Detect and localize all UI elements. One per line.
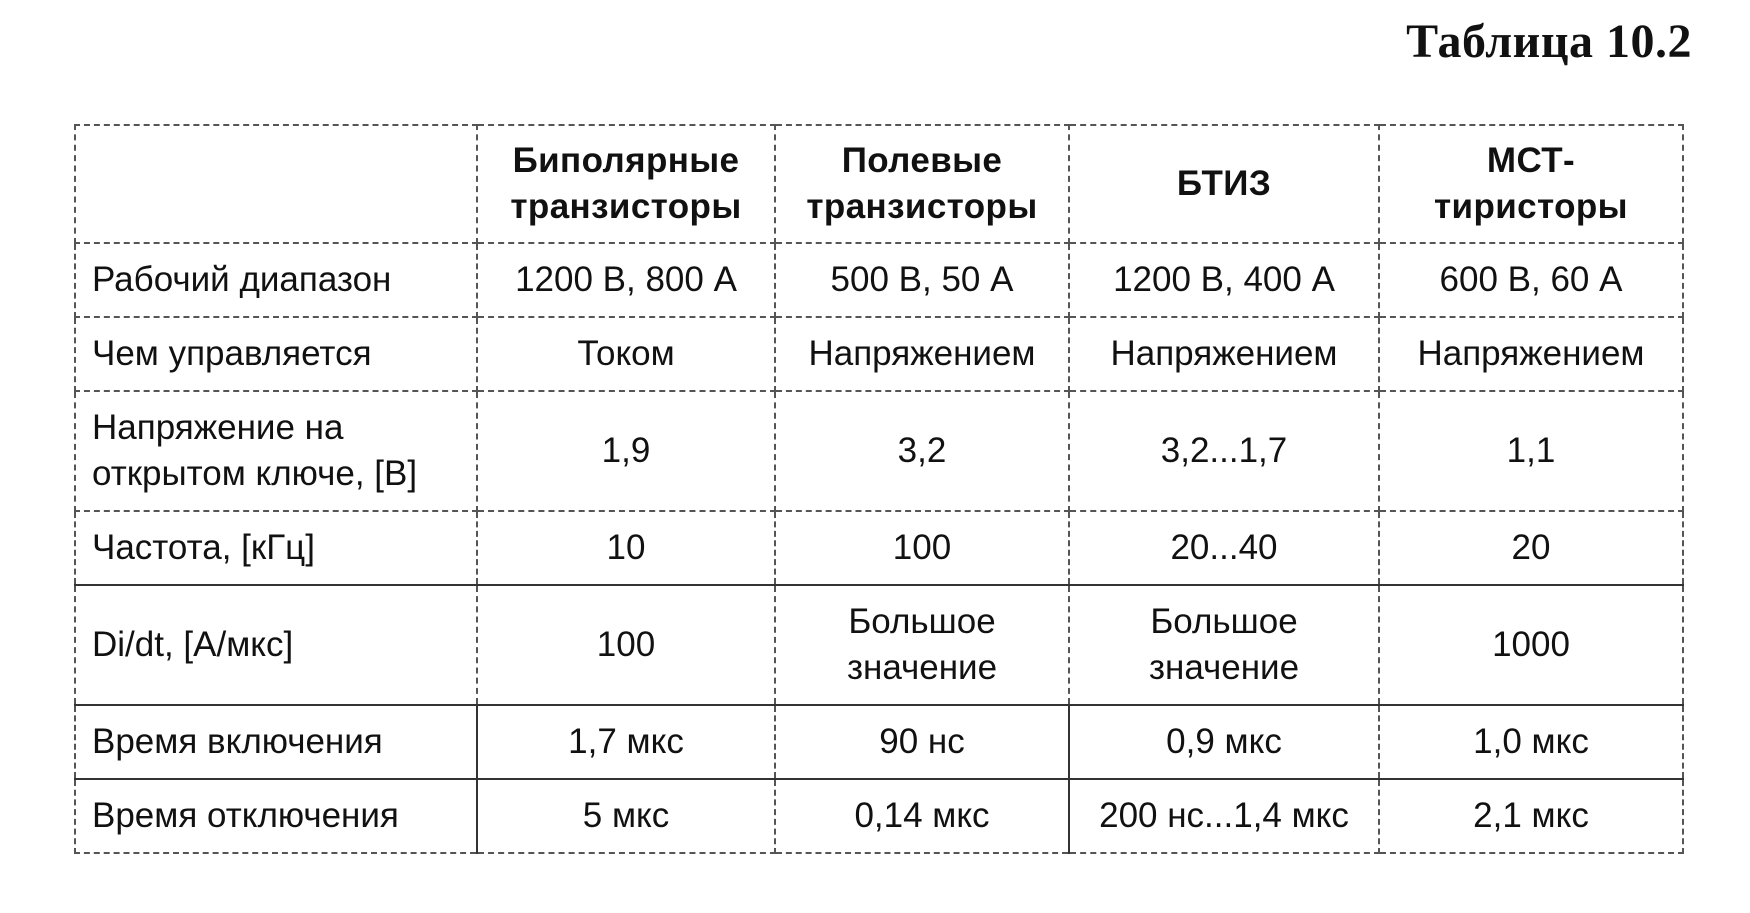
table-cell: 20...40 (1069, 511, 1379, 585)
header-row (75, 125, 1683, 243)
table-cell: 3,2...1,7 (1069, 391, 1379, 511)
table-cell: 600 В, 60 А (1379, 243, 1683, 317)
table-cell: 1200 В, 800 А (477, 243, 775, 317)
table-cell: 1,9 (477, 391, 775, 511)
row-label: Время отключения (75, 779, 477, 853)
table-cell: 100 (775, 511, 1069, 585)
table-cell: 1,1 (1379, 391, 1683, 511)
table-cell: Током (477, 317, 775, 391)
table-row-turn-on-time (75, 705, 1683, 779)
table-cell: 5 мкс (477, 779, 775, 853)
table-cell: 2,1 мкс (1379, 779, 1683, 853)
table-cell: 200 нс...1,4 мкс (1069, 779, 1379, 853)
row-label: Частота, [кГц] (75, 511, 477, 585)
table-cell: 100 (477, 585, 775, 705)
header-mct-thyristors: МСТ- тиристоры (1379, 125, 1683, 243)
table-cell: Большое значение (1069, 585, 1379, 705)
table-row-frequency (75, 511, 1683, 585)
table-cell: Напряжением (1379, 317, 1683, 391)
table-row-operating-range (75, 243, 1683, 317)
table-cell: 1,7 мкс (477, 705, 775, 779)
header-bipolar-transistors: Биполярные транзисторы (477, 125, 775, 243)
row-label: Время включения (75, 705, 477, 779)
comparison-table (74, 124, 1684, 854)
table-cell: 1,0 мкс (1379, 705, 1683, 779)
table-cell: Напряжением (1069, 317, 1379, 391)
header-field-transistors: Полевые транзисторы (775, 125, 1069, 243)
table-row-control-type (75, 317, 1683, 391)
table-cell: 500 В, 50 А (775, 243, 1069, 317)
comparison-table-container (74, 124, 1682, 854)
table-cell: 0,14 мкс (775, 779, 1069, 853)
row-label: Напряжение на открытом ключе, [В] (75, 391, 477, 511)
table-cell: 20 (1379, 511, 1683, 585)
table-cell: 1200 В, 400 А (1069, 243, 1379, 317)
header-empty-cell (75, 125, 477, 243)
table-cell: Напряжением (775, 317, 1069, 391)
table-row-turn-off-time (75, 779, 1683, 853)
header-igbt: БТИЗ (1069, 125, 1379, 243)
table-title: Таблица 10.2 (1406, 15, 1692, 68)
table-cell: 3,2 (775, 391, 1069, 511)
table-cell: 0,9 мкс (1069, 705, 1379, 779)
table-row-on-state-voltage (75, 391, 1683, 511)
table-cell: 10 (477, 511, 775, 585)
row-label: Рабочий диапазон (75, 243, 477, 317)
row-label: Чем управляется (75, 317, 477, 391)
table-cell: 90 нс (775, 705, 1069, 779)
table-cell: 1000 (1379, 585, 1683, 705)
table-cell: Большое значение (775, 585, 1069, 705)
row-label: Di/dt, [А/мкс] (75, 585, 477, 705)
table-row-di-dt (75, 585, 1683, 705)
